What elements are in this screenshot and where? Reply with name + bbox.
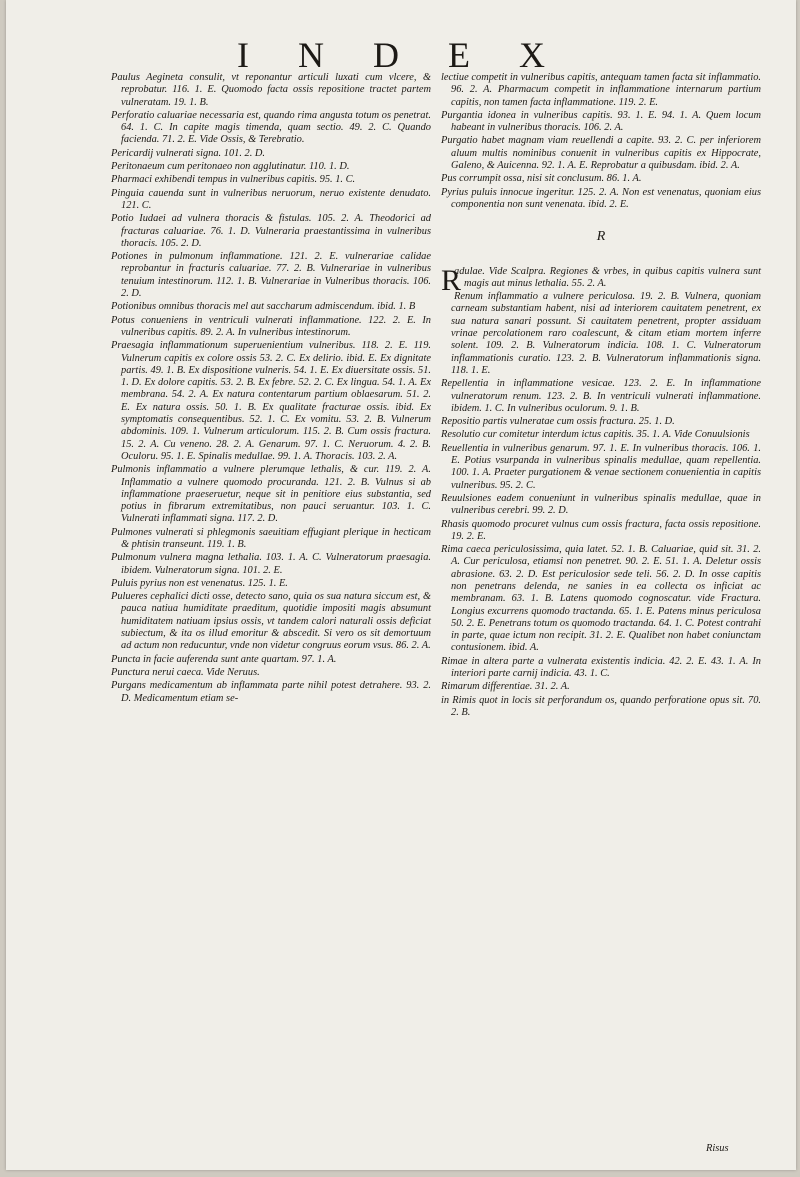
- section-letter-heading: R: [596, 229, 606, 245]
- index-entry: Repositio partis vulneratae cum ossis fractura. 25. 1. D.: [441, 416, 675, 428]
- index-entry: Rhasis quomodo procuret vulnus cum ossis fractura, facta ossis repositione. 19. 2. E.: [441, 518, 761, 542]
- index-entry: Pulmonum vulnera magna lethalia. 103. 1. A. C. Vulneratorum praesagia. ibidem. Vulneratorum signa. 101. 2. E.: [111, 552, 431, 576]
- index-entry: Pharmaci exhibendi tempus in vulneribus capitis. 95. 1. C.: [111, 174, 356, 186]
- index-entry: Perforatio caluariae necessaria est, quando rima angusta totum os penetrat. 64. 1. C. In capite magis timenda, quam sectio. 49. 2. C. Quando facienda. 71. 2. E. Vide Ossis, & Terebratio.: [111, 109, 431, 146]
- right-column: [441, 72, 761, 720]
- index-entry: Purgatio habet magnam viam reuellendi a capite. 93. 2. C. per inferiorem aluum multis nominibus conuenit in vulneribus capitis ex Hippocrate, Galeno, & Auicenna. 92. 1. A. E. Reprobatur a quibusdam. ibid. 2. A.: [441, 135, 761, 172]
- index-entry: Pulmonis inflammatio a vulnere plerumque lethalis, & cur. 119. 2. A. Inflammatio a vulnere quomodo procuranda. 121. 2. B. Vulnus si ab inflammatione praeseruetur, neque sit in penitiore eius substantia, sed potius in fibrarum extremitatibus, non pauci seruantur. 103. 1. C. Vulnerati inflammati signa. 117. 2. D.: [111, 464, 431, 525]
- index-entry: Pinguia cauenda sunt in vulneribus neruorum, neruo existente denudato. 121. C.: [111, 187, 431, 211]
- index-entry: Rimarum differentiae. 31. 2. A.: [441, 681, 570, 693]
- index-entry: Reuellentia in vulneribus genarum. 97. 1. E. In vulneribus thoracis. 106. 1. E. Potius vsurpanda in vulneribus spinalis medullae, quam repellentia. 100. 1. A. Praeter purgationem & venae sectionem conuenientia in capitis vulneribus. 95. 2. C.: [441, 442, 761, 491]
- index-entry: Potus conueniens in ventriculi vulnerati inflammatione. 122. 2. E. In vulneribus capitis. 89. 2. A. In vulneribus intestinorum.: [111, 314, 431, 338]
- left-column: [111, 72, 431, 706]
- index-entry: Resolutio cur comitetur interdum ictus capitis. 35. 1. A. Vide Conuulsionis: [441, 429, 750, 441]
- index-entry: Purgantia idonea in vulneribus capitis. 93. 1. E. 94. 1. A. Quem locum habeant in vulneribus thoracis. 106. 2. A.: [441, 109, 761, 134]
- index-page: [6, 0, 796, 1170]
- index-entry: Renum inflammatio a vulnere periculosa. 19. 2. B. Vulnera, quoniam carneam substantiam habent, nisi ad interiorem cauitatem penetrent, ex sua natura sanari possunt. Si cauitatem penetrent, propter assiduam vrinae percolationem raro coalescunt, & citam etiam mortem inferre solent. 109. 2. B. Vulneratorum indicia. 108. 1. C. Vulneratorum inflammationis curatio. 123. 2. B. Vulneratorum inflammationis signa. 118. 1. E.: [451, 291, 761, 376]
- index-entry: Radulae. Vide Scalpra. Regiones & vrbes, in quibus capitis vulnera sunt magis aut minus lethalia. 55. 2. A.: [441, 263, 761, 297]
- index-entry: Pulmones vulnerati si phlegmonis saeuitiam effugiant plerique in hecticam & phtisin transeunt. 119. 1. B.: [111, 526, 431, 550]
- index-entry: Rimae in altera parte a vulnerata existentis indicia. 42. 2. E. 43. 1. A. In interiori parte carnij indicia. 43. 1. C.: [441, 655, 761, 680]
- index-entry: Reuulsiones eadem conueniunt in vulneribus spinalis medullae, quae in vulneribus cerebri. 99. 2. D.: [441, 492, 761, 517]
- index-entry: Peritonaeum cum peritonaeo non agglutinatur. 110. 1. D.: [111, 161, 350, 173]
- index-entry: Pulueres cephalici dicti osse, detecto sano, quia os sua natura siccum est, & pauca natiua humiditate praeditum, quotidie impositi magis absumunt humiditatem natiuam ipsius ossis, vt tandem calori naturali ossis deficiat subiectum, & ita os illud emoritur & abscedit. Si vero os sit demortuum ad actum non reducuntur, vnde non videtur congruus eorum vsus. 86. 2. A.: [111, 591, 431, 652]
- index-entry: Pyrius puluis innocue ingeritur. 125. 2. A. Non est venenatus, quoniam eius componentia non sunt venenata. ibid. 2. E.: [441, 186, 761, 210]
- index-entry: Paulus Aegineta consulit, vt reponantur articuli luxati cum vlcere, & reprobatur. 116. 1. E. Quomodo facta ossis repositione tractet partem vulneratam. 19. 1. B.: [111, 72, 431, 108]
- index-entry: Repellentia in inflammatione vesicae. 123. 2. E. In inflammatione vulneratorum renum. 123. 2. B. In ventriculi vulnerati inflammatione. ibidem. 1. C. In vulneribus oculorum. 9. 1. B.: [441, 378, 761, 414]
- index-entry: Puncta in facie auferenda sunt ante quartam. 97. 1. A.: [111, 653, 337, 665]
- index-entry: Punctura nerui caeca. Vide Neruus.: [111, 666, 260, 678]
- index-entry: Potionibus omnibus thoracis mel aut saccharum admiscendum. ibid. 1. B: [111, 301, 416, 313]
- page-title: I N D E X: [237, 35, 565, 75]
- index-entry: in Rimis quot in locis sit perforandum os, quando perforatione opus sit. 70. 2. B.: [441, 694, 761, 718]
- index-entry: Pus corrumpit ossa, nisi sit conclusum. 86. 1. A.: [441, 173, 642, 185]
- index-entry: Puluis pyrius non est venenatus. 125. 1. E.: [111, 577, 288, 589]
- index-entry: Rima caeca periculosissima, quia latet. 52. 1. B. Caluariae, quid sit. 31. 2. A. Cur periculosa, etiamsi non penetret. 90. 2. E. 51. 1. A. Deletur ossis abrasione. 63. 2. D. Est periculosior sede teli. 56. 2. D. In osse capitis non penetrans delenda, ne sanies in ea collecta os inficiat ac membranam. 63. 1. B. Latens quomodo cognoscatur. vide Fractura. Longius excurrens quomodo tractanda. 65. 1. E. Patens minus periculosa 50. 2. E. Penetrans totum os quomodo tractanda. 64. 1. C. Potest contrahi in parte, quae ictum non recipit. 31. 2. E. Qualibet non habet coniunctam contusionem. ibid. A.: [441, 544, 761, 654]
- index-entry: Potio Iudaei ad vulnera thoracis & fistulas. 105. 2. A. Theodorici ad fracturas caluariae. 76. 1. D. Vulneraria praestantissima in vulneribus thoracis. 105. 2. D.: [111, 213, 431, 249]
- catchword: Risus: [706, 1143, 729, 1154]
- index-entry: Pericardij vulnerati signa. 101. 2. D.: [111, 147, 266, 159]
- index-entry: Praesagia inflammationum superuenientium vulneribus. 118. 2. E. 119. Vulnerum capitis ex colore ossis 53. 2. C. Ex delirio. ibid. E. Ex dignitate partis. 49. 1. B. Ex dispositione vulneris. 54. 1. E. Ex diuersitate ossis. 51. 1. D. Ex dolore capitis. 53. 2. B. Ex febre. 52. 2. C. Ex lingua. 54. 1. A. Ex membrana. 54. 2. A. Ex natura contentarum partium oblaesarum. 51. 2. E. Ex natura ossis. 50. 1. B. Ex qualitate fracturae ossis. ibid. Ex symptomatis consequentibus. 52. 1. C. Ex vomitu. 53. 2. B. Vulnerum abdominis. 109. 1. Vulnerum articulorum. 115. 2. B. Cum ossis fractura. 15. 2. A. Cu veneno. 28. 2. A. Genarum. 97. 1. C. Neruorum. 4. 2. B. Oculoru. 95. 1. E. Spinalis medullae. 99. 1. A. Thoracis. 103. 2. A.: [111, 340, 431, 462]
- index-entry: lectiue competit in vulneribus capitis, antequam tamen facta sit inflammatio. 96. 2. A. Pharmacum competit in inflammatione internarum partium capitis, non tamen facta inflammatione. 119. 2. E.: [441, 72, 761, 108]
- index-entry: Purgans medicamentum ab inflammata parte nihil potest detrahere. 93. 2. D. Medicamentum etiam se-: [111, 680, 431, 704]
- index-entry: Potiones in pulmonum inflammatione. 121. 2. E. vulnerariae calidae reprobantur in fracturis caluariae. 77. 2. B. Vulnerariae in vulneribus tenuium intestinorum. 112. 1. B. Vulnerariae in Vulneribus thoracis. 106. 2. D.: [111, 251, 431, 300]
